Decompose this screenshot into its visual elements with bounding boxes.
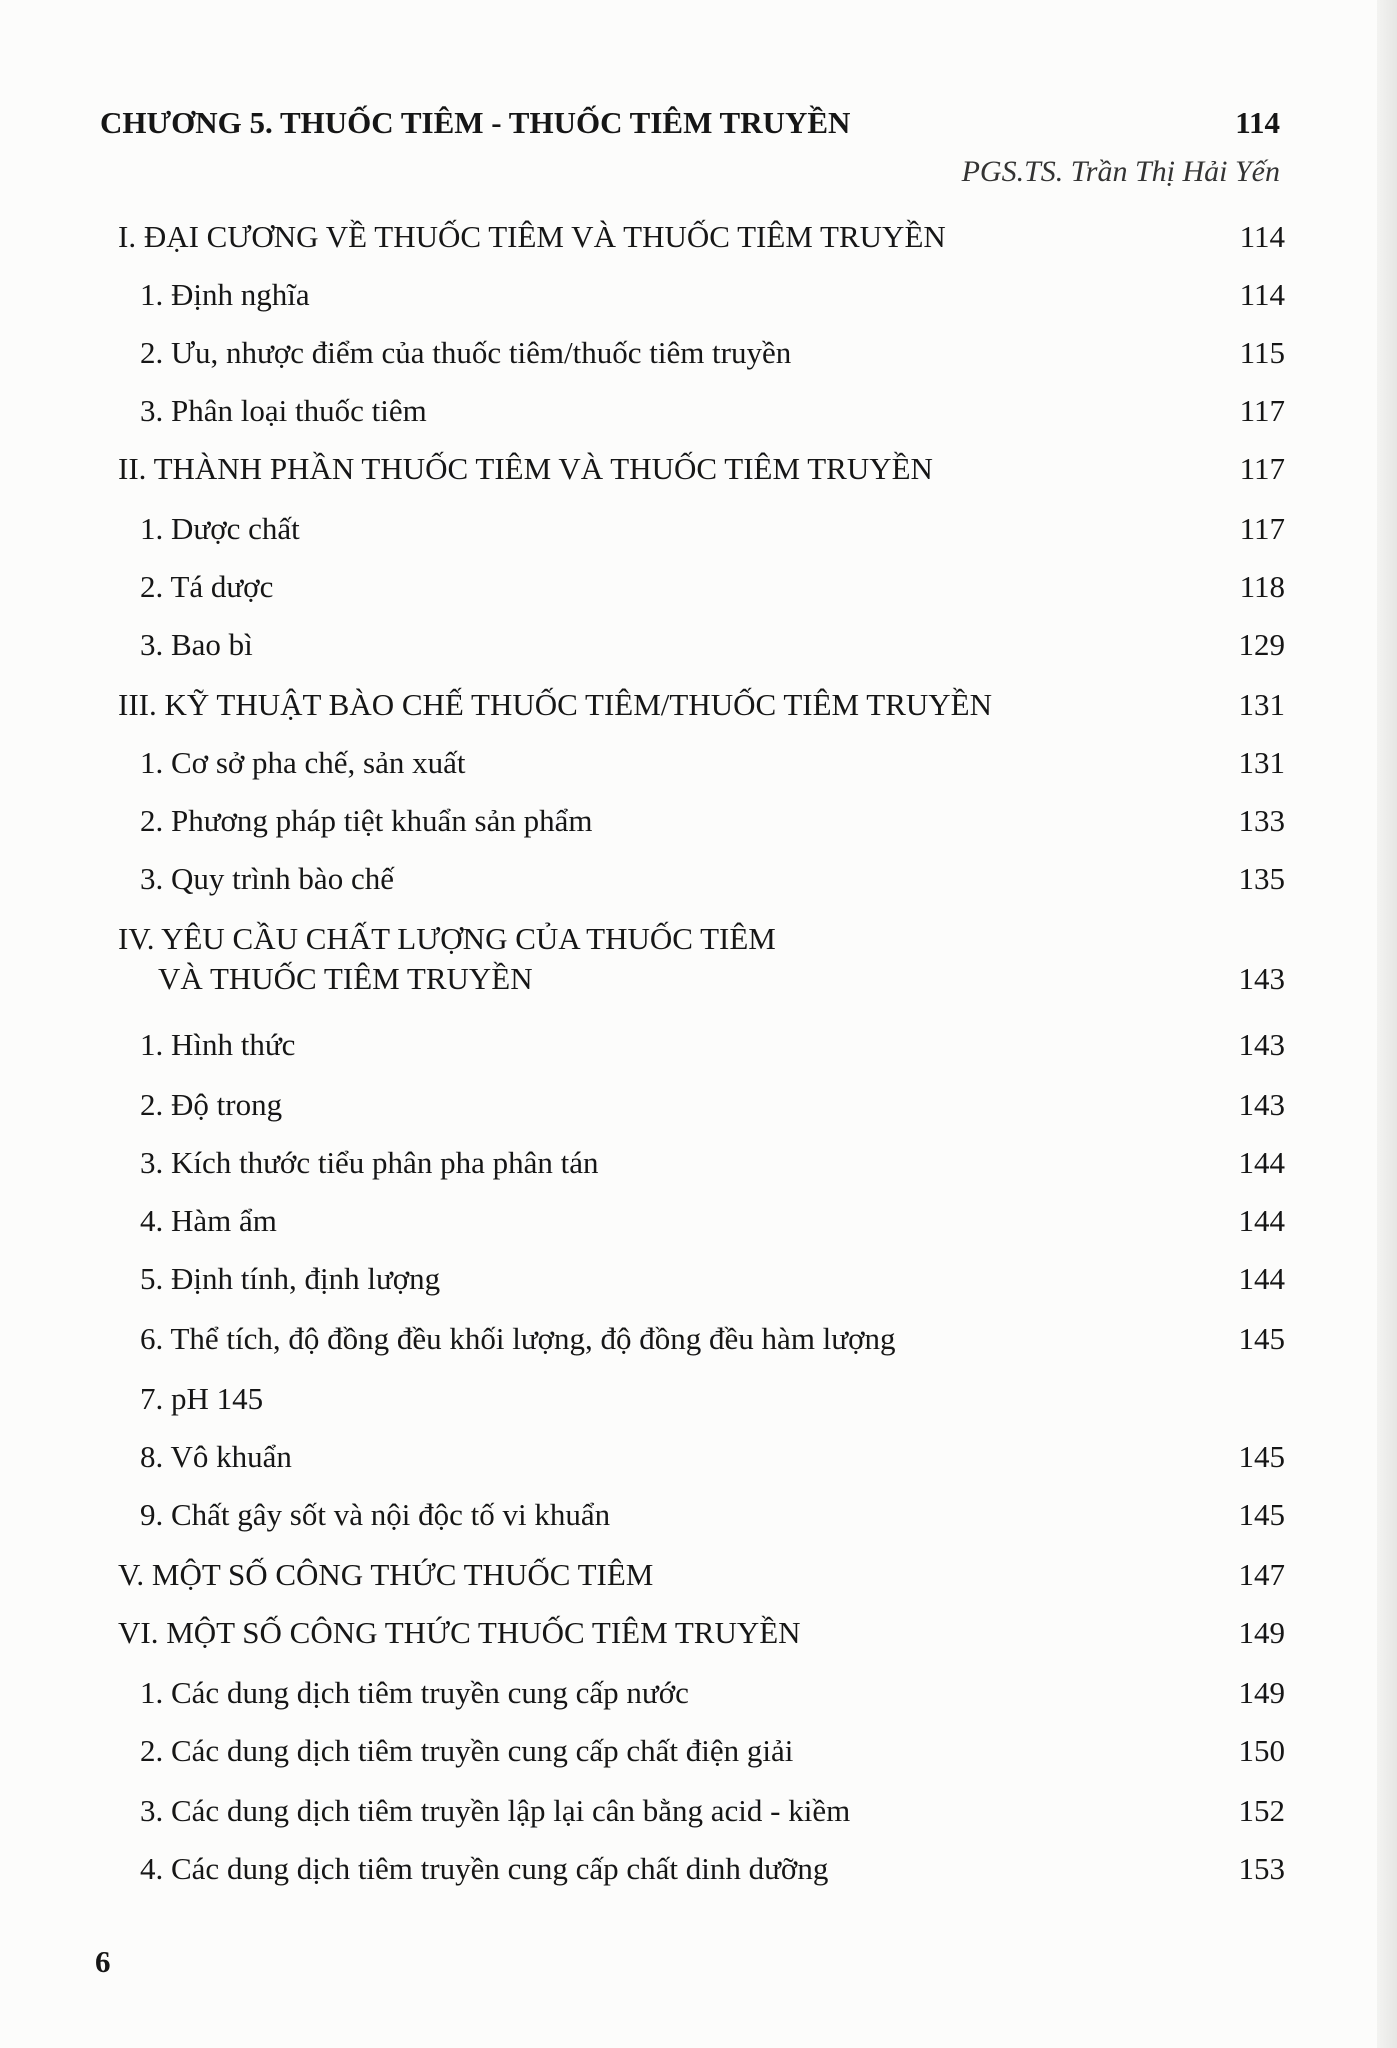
toc-entry-page: 114 <box>1239 219 1285 254</box>
toc-entry <box>0 740 1397 786</box>
toc-entry-page: 135 <box>1238 861 1285 896</box>
toc-entry <box>0 1610 1397 1656</box>
toc-entry-title: 2. Tá dược <box>140 569 274 604</box>
toc-entry-page: 117 <box>1239 511 1285 546</box>
toc-entry <box>0 446 1397 492</box>
toc-entry-page: 147 <box>1238 1557 1285 1592</box>
toc-entry-title: 1. Cơ sở pha chế, sản xuất <box>140 745 466 780</box>
toc-entry-title: 3. Kích thước tiểu phân pha phân tán <box>140 1145 599 1180</box>
toc-entry-page: 144 <box>1238 1145 1285 1180</box>
toc-entry <box>0 1788 1397 1834</box>
toc-entry-page: 144 <box>1238 1261 1285 1296</box>
toc-entry-page: 144 <box>1238 1203 1285 1238</box>
toc-entry <box>0 1082 1397 1128</box>
toc-entry-title: 7. pH 145 <box>140 1381 264 1416</box>
toc-entry-title: 5. Định tính, định lượng <box>140 1261 441 1296</box>
toc-entry <box>0 622 1397 668</box>
toc-entry <box>0 1316 1397 1362</box>
toc-entry <box>0 682 1397 728</box>
chapter-author: PGS.TS. Trần Thị Hải Yến <box>961 155 1280 188</box>
toc-entry <box>0 956 1397 1002</box>
toc-entry-page: 133 <box>1238 803 1285 838</box>
chapter-page: 114 <box>1235 105 1280 140</box>
toc-entry-page: 152 <box>1238 1793 1285 1828</box>
toc-entry-page: 117 <box>1239 451 1285 486</box>
toc-entry-page: 118 <box>1239 569 1285 604</box>
toc-entry-title: III. KỸ THUẬT BÀO CHẾ THUỐC TIÊM/THUỐC TIÊM TRUYỀN <box>118 687 993 722</box>
toc-entry <box>0 1552 1397 1598</box>
toc-entry-page: 149 <box>1238 1675 1285 1710</box>
toc-entry-page: 153 <box>1238 1851 1285 1886</box>
toc-entry-title: 3. Quy trình bào chế <box>140 861 394 896</box>
toc-entry <box>0 272 1397 318</box>
toc-entry <box>0 564 1397 610</box>
toc-entry-page: 143 <box>1238 1027 1285 1062</box>
toc-entry-title: II. THÀNH PHẦN THUỐC TIÊM VÀ THUỐC TIÊM TRUYỀN <box>118 451 933 486</box>
toc-entry <box>0 1670 1397 1716</box>
toc-entry <box>0 1846 1397 1892</box>
toc-entry-title: 3. Phân loại thuốc tiêm <box>140 393 427 428</box>
toc-entry-title: 1. Các dung dịch tiêm truyền cung cấp nước <box>140 1675 689 1710</box>
page-number: 6 <box>95 1944 111 1979</box>
toc-entry <box>0 330 1397 376</box>
toc-entry-page: 143 <box>1238 961 1285 996</box>
chapter-title: CHƯƠNG 5. THUỐC TIÊM - THUỐC TIÊM TRUYỀN <box>100 105 851 140</box>
toc-entry <box>0 1198 1397 1244</box>
toc-entry-title: 6. Thể tích, độ đồng đều khối lượng, độ đồng đều hàm lượng <box>140 1321 896 1356</box>
toc-entry <box>0 1728 1397 1774</box>
chapter-heading <box>0 100 1397 146</box>
toc-entry-title: 1. Định nghĩa <box>140 277 310 312</box>
toc-entry <box>0 856 1397 902</box>
toc-entry-title: 9. Chất gây sốt và nội độc tố vi khuẩn <box>140 1497 611 1532</box>
toc-entry-page: 145 <box>1238 1321 1285 1356</box>
toc-entry-page: 115 <box>1239 335 1285 370</box>
toc-entry <box>0 1492 1397 1538</box>
toc-entry-page: 129 <box>1238 627 1285 662</box>
toc-entry-title: 4. Hàm ẩm <box>140 1203 277 1238</box>
toc-entry <box>0 1022 1397 1068</box>
toc-entry-title: 2. Các dung dịch tiêm truyền cung cấp chất điện giải <box>140 1733 794 1768</box>
toc-entry-title: VI. MỘT SỐ CÔNG THỨC THUỐC TIÊM TRUYỀN <box>118 1615 801 1650</box>
toc-entry <box>0 1376 1397 1422</box>
toc-entry-page: 114 <box>1239 277 1285 312</box>
toc-entry-title: IV. YÊU CẦU CHẤT LƯỢNG CỦA THUỐC TIÊM <box>118 921 776 956</box>
toc-entry-title: 2. Ưu, nhược điểm của thuốc tiêm/thuốc tiêm truyền <box>140 335 792 370</box>
toc-entry-title: V. MỘT SỐ CÔNG THỨC THUỐC TIÊM <box>118 1557 654 1592</box>
toc-entry <box>0 1256 1397 1302</box>
toc-entry-title: 2. Phương pháp tiệt khuẩn sản phẩm <box>140 803 593 838</box>
toc-entry-title: VÀ THUỐC TIÊM TRUYỀN <box>158 961 533 996</box>
toc-entry <box>0 388 1397 434</box>
toc-entry-page: 145 <box>1238 1497 1285 1532</box>
toc-entry-title: 1. Hình thức <box>140 1027 296 1062</box>
toc-entry-title: 1. Dược chất <box>140 511 300 546</box>
toc-entry <box>0 1140 1397 1186</box>
toc-entry <box>0 798 1397 844</box>
toc-entry-title: 2. Độ trong <box>140 1087 283 1122</box>
toc-entry-page: 117 <box>1239 393 1285 428</box>
toc-entry-title: I. ĐẠI CƯƠNG VỀ THUỐC TIÊM VÀ THUỐC TIÊM TRUYỀN <box>118 219 946 254</box>
toc-entry-page: 149 <box>1238 1615 1285 1650</box>
toc-entry-page: 150 <box>1238 1733 1285 1768</box>
toc-entry <box>0 1434 1397 1480</box>
toc-entry-page: 131 <box>1238 745 1285 780</box>
toc-entry-title: 3. Bao bì <box>140 627 253 662</box>
toc-entry-page: 143 <box>1238 1087 1285 1122</box>
toc-entry <box>0 214 1397 260</box>
toc-entry-title: 4. Các dung dịch tiêm truyền cung cấp chất dinh dưỡng <box>140 1851 829 1886</box>
toc-entry-title: 8. Vô khuẩn <box>140 1439 292 1474</box>
toc-entry <box>0 506 1397 552</box>
toc-entry-page: 131 <box>1238 687 1285 722</box>
toc-entry-title: 3. Các dung dịch tiêm truyền lập lại cân bằng acid - kiềm <box>140 1793 851 1828</box>
toc-entry-page: 145 <box>1238 1439 1285 1474</box>
